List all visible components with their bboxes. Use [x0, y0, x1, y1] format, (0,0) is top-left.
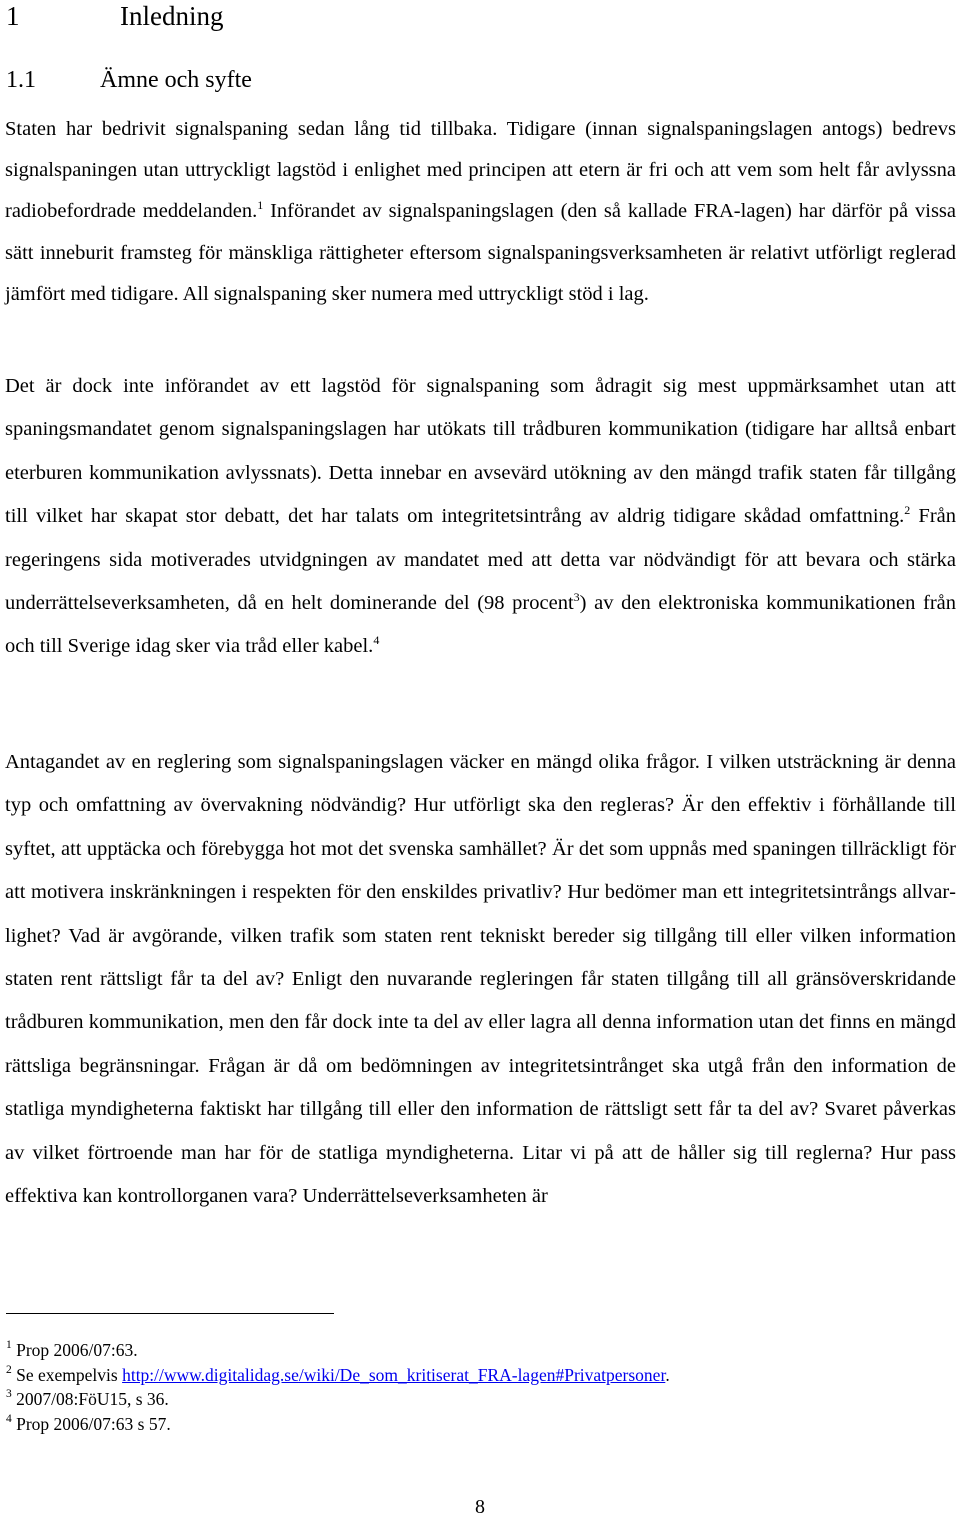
footnote-ref-1[interactable]: 1 — [257, 198, 264, 213]
footnote-text: 2007/08:FöU15, s 36. — [16, 1389, 169, 1409]
footnote-2 — [6, 1363, 946, 1388]
footnote-link[interactable]: http://www.digitalidag.se/wiki/De_som_kritiserat_FRA-lagen#Privatpersoner — [122, 1364, 666, 1385]
footnote-ref-2[interactable]: 2 — [904, 503, 911, 518]
footnote-number: 3 — [6, 1388, 12, 1400]
chapter-title: Inledning — [120, 1, 224, 31]
footnote-number: 4 — [6, 1412, 12, 1425]
footnote-ref-4[interactable]: 4 — [373, 633, 380, 648]
footnote-ref-3[interactable]: 3 — [573, 590, 580, 605]
footnote-3 — [6, 1387, 946, 1412]
paragraph-2-text-a: Det är dock inte införandet av ett lagstöd för signalspaning som ådragit sig mest uppmärksamhet utan att spaningsmandatet genom signalspaningslagen har utökats till trådburen kommunikation (tidigare har alltså enbart eterburen kommunikation avlyssnats). Detta innebar en avsevärd utökning av den mängd trafik staten får tillgång till vilket har skapat stor debatt, det har talats om integritetsintrång av aldrig tidigare skådad omfattning. — [5, 375, 956, 528]
footnote-number: 1 — [6, 1339, 12, 1351]
paragraph-3 — [5, 741, 956, 1218]
footnote-text: Prop 2006/07:63 s 57. — [16, 1413, 171, 1434]
paragraph-1 — [5, 109, 956, 315]
footnote-1 — [6, 1338, 946, 1363]
chapter-number: 1 — [6, 1, 20, 31]
footnote-text-end: . — [665, 1364, 670, 1385]
footnote-4 — [6, 1412, 946, 1437]
footnote-number: 2 — [6, 1363, 12, 1376]
paragraph-2-text-c: ) av den elektroniska kommunikationen från och till Sverige idag sker via tråd eller kabel. — [5, 592, 957, 658]
paragraph-2-text-b: Från regeringens sida motiverades utvidgningen av mandatet med att detta var nödvändigt för att bevara och stärka underrättelseverksamheten, då en helt dominerande del (98 procent — [5, 505, 956, 615]
footnote-text: Se exempelvis — [16, 1364, 123, 1385]
chapter-heading — [6, 0, 223, 32]
section-number: 1.1 — [6, 67, 36, 93]
footnotes — [6, 1338, 946, 1436]
section-title: Ämne och syfte — [100, 67, 252, 93]
footnote-separator — [6, 1313, 334, 1314]
footnote-text: Prop 2006/07:63. — [16, 1340, 138, 1360]
paragraph-3-text: Antagandet av en reglering som signalspaningslagen väcker en mängd olika frågor. I vilken utsträckning är denna typ och omfattning av övervakning nödvändig? Hur utförligt ska den regleras? Är den effektiv i förhållande till syftet, att upptäcka och förebygga hot mot det svenska samhället? Är det som uppnås med spaningen tillräckligt för att motivera inskränkningen i respekten för den enskildes privatliv? Hur bedömer man ett integritetsintrångs allvarlighet? Vad är avgörande, vilken trafik som staten rent tekniskt bereder sig tillgång till eller vilken information staten rent rättsligt får ta del av? Enligt den nuvarande regleringen får staten tillgång till all gränsöverskridande trådburen kommunikation, men den får dock inte ta del av eller lagra all denna information utan det finns en mängd rättsliga begränsningar. Frågan är då om bedömningen av integritetsintrånget ska utgå från den information de statliga myndigheterna faktiskt har tillgång till eller den information de rättsligt sett får ta del av? Svaret påverkas av vilket förtroende man har för de statliga myndigheterna. Litar vi på att de håller sig till reglerna? Hur pass effektiva kan kontrollorganen vara? Underrättelseverksamheten är — [5, 751, 956, 1208]
page-number: 8 — [475, 1496, 485, 1518]
paragraph-1-text-b: Införandet av signalspaningslagen (den så kallade FRA-lagen) har därför på vissa sätt inneburit framsteg för mänskliga rättigheter eftersom signalspaningsverksamheten är relativt utförligt reglerad jämfört med tidigare. All signalspaning sker numera med uttryckligt stöd i lag. — [5, 200, 956, 305]
section-heading — [6, 64, 252, 96]
paragraph-1-text-a: Staten har bedrivit signalspaning sedan lång tid tillbaka. Tidigare (innan signalspaningslagen antogs) bedrevs signalspaningen utan uttryckligt lagstöd i enlighet med principen att etern är fri och att vem som helt får avlyssna radiobefordrade meddelanden. — [5, 118, 956, 223]
paragraph-2 — [5, 365, 956, 669]
